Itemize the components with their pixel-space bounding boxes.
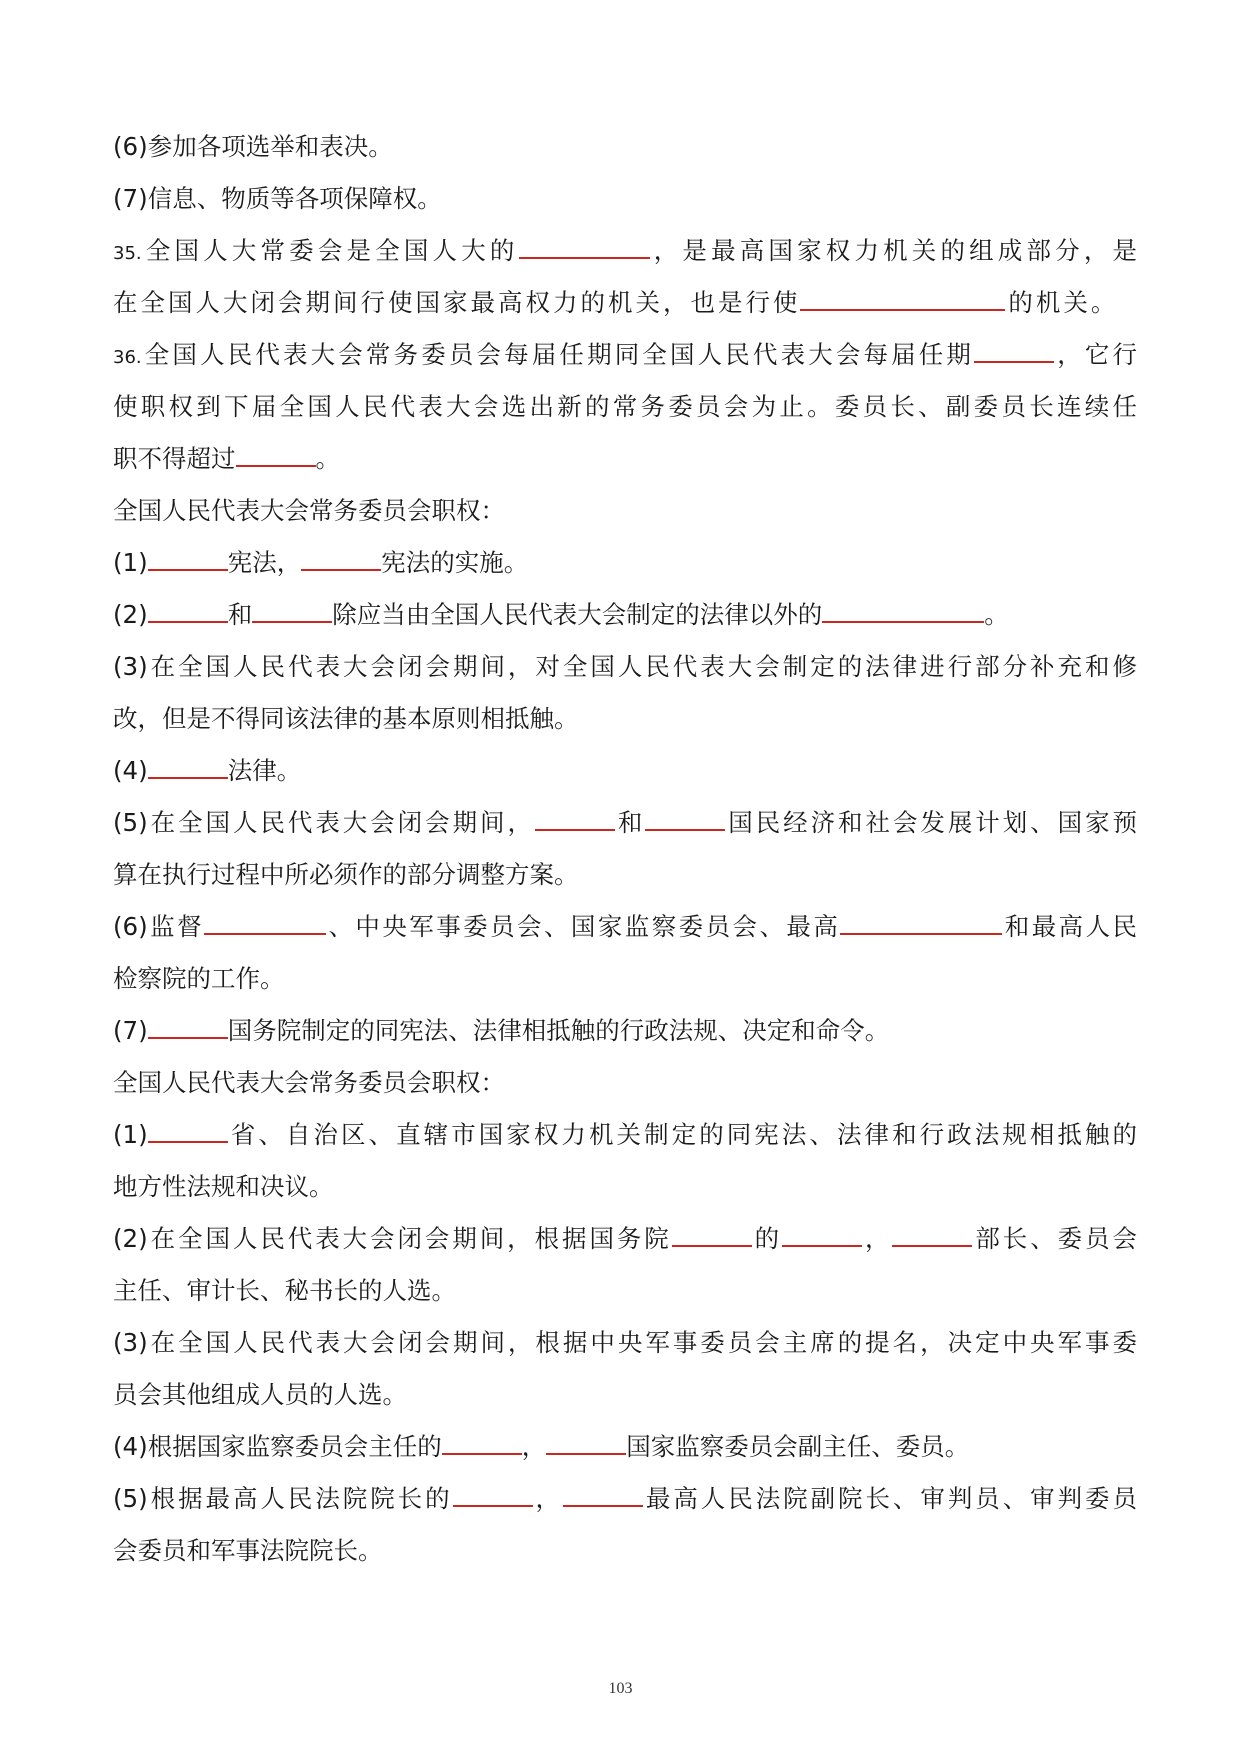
text-line [113, 698, 1137, 750]
fill-blank[interactable] [645, 807, 725, 831]
text-line [113, 1426, 1137, 1478]
text-line [113, 386, 1137, 438]
fill-blank[interactable] [453, 1483, 533, 1507]
text-line [113, 1530, 1137, 1582]
line-text: (4)根据国家监察委员会主任的 [113, 1432, 442, 1461]
fill-blank[interactable] [252, 599, 332, 623]
text-line [113, 646, 1137, 698]
fill-blank[interactable] [301, 547, 381, 571]
line-text: 的 [751, 1224, 783, 1253]
line-text: (7) [113, 1016, 148, 1045]
line-text: (5)在全国人民代表大会闭会期间， [113, 808, 535, 837]
text-line [113, 1322, 1137, 1374]
fill-blank[interactable] [148, 547, 228, 571]
line-text: 部长、委员会 [972, 1224, 1138, 1253]
text-line [113, 1166, 1137, 1218]
line-text: 主任、审计长、秘书长的人选。 [113, 1276, 456, 1305]
line-text: 宪法的实施。 [381, 548, 529, 577]
text-line [113, 1114, 1137, 1166]
fill-blank[interactable] [800, 287, 1005, 311]
page-number: 103 [608, 1680, 633, 1697]
line-text: (1) [113, 1120, 148, 1149]
line-text: 全国人民代表大会常务委员会职权： [113, 496, 505, 525]
line-text: 会委员和军事法院院长。 [113, 1536, 383, 1565]
text-line [113, 178, 1137, 230]
line-text: ， [521, 1432, 547, 1461]
line-text: 国家监察委员会副主任、委员。 [626, 1432, 970, 1461]
text-line [113, 802, 1137, 854]
text-line [113, 438, 1137, 490]
line-text: (1) [113, 548, 148, 577]
line-text: (6)监督 [113, 912, 205, 941]
line-text: 除应当由全国人民代表大会制定的法律以外的 [332, 600, 823, 629]
document-body [113, 126, 1137, 1582]
line-text: 、中央军事委员会、国家监察委员会、最高 [326, 912, 841, 941]
fill-blank[interactable] [535, 807, 615, 831]
text-line [113, 1270, 1137, 1322]
section-heading [113, 490, 1137, 542]
line-text: 。 [984, 600, 1009, 629]
line-text: ， [532, 1484, 563, 1513]
text-line [113, 542, 1137, 594]
text-line [113, 750, 1137, 802]
line-text: (4) [113, 756, 148, 785]
fill-blank[interactable] [782, 1223, 862, 1247]
text-line [113, 906, 1137, 958]
fill-blank[interactable] [672, 1223, 752, 1247]
line-text: 检察院的工作。 [113, 964, 285, 993]
fill-blank[interactable] [148, 599, 228, 623]
fill-blank[interactable] [442, 1431, 522, 1455]
fill-blank[interactable] [563, 1483, 643, 1507]
text-line [113, 594, 1137, 646]
text-line [113, 126, 1137, 178]
text-line [113, 854, 1137, 906]
line-text: 全国人民代表大会常务委员会职权： [113, 1068, 505, 1097]
line-text: 国务院制定的同宪法、法律相抵触的行政法规、决定和命令。 [227, 1016, 890, 1045]
line-text: (7)信息、物质等各项保障权。 [113, 184, 442, 213]
line-text: (3)在全国人民代表大会闭会期间，根据中央军事委员会主席的提名，决定中央军事委 [113, 1328, 1137, 1357]
question-35 [113, 230, 1137, 282]
line-text: 国民经济和社会发展计划、国家预 [725, 808, 1138, 837]
line-text: (2) [113, 600, 148, 629]
line-text: 和 [227, 600, 253, 629]
text-line [113, 1374, 1137, 1426]
question-36 [113, 334, 1137, 386]
line-text: 职不得超过 [113, 444, 236, 473]
fill-blank[interactable] [236, 443, 316, 467]
fill-blank[interactable] [148, 1015, 228, 1039]
line-text: (5)根据最高人民法院院长的 [113, 1484, 453, 1513]
line-text: 和最高人民 [1002, 912, 1138, 941]
line-text: ，是最高国家权力机关的组成部分，是 [649, 236, 1137, 265]
line-text: 算在执行过程中所必须作的部分调整方案。 [113, 860, 579, 889]
line-text: (3)在全国人民代表大会闭会期间，对全国人民代表大会制定的法律进行部分补充和修 [113, 652, 1137, 681]
line-text: 和 [614, 808, 646, 837]
text-line [113, 282, 1137, 334]
question-number: 35. [113, 243, 142, 264]
text-line [113, 958, 1137, 1010]
line-text: (2)在全国人民代表大会闭会期间，根据国务院 [113, 1224, 672, 1253]
line-text: 在全国人大闭会期间行使国家最高权力的机关，也是行使 [113, 288, 801, 317]
fill-blank[interactable] [822, 599, 984, 623]
line-text: 法律。 [227, 756, 302, 785]
fill-blank[interactable] [204, 911, 326, 935]
line-text: 省、自治区、直辖市国家权力机关制定的同宪法、法律和行政法规相抵触的 [227, 1120, 1137, 1149]
fill-blank[interactable] [148, 755, 228, 779]
fill-blank[interactable] [546, 1431, 626, 1455]
line-text: ，它行 [1054, 340, 1138, 369]
fill-blank[interactable] [840, 911, 1002, 935]
line-text: 全国人民代表大会常务委员会每届任期同全国人民代表大会每届任期 [141, 340, 975, 369]
line-text: 宪法， [227, 548, 302, 577]
line-text: 。 [315, 444, 340, 473]
line-text: 地方性法规和决议。 [113, 1172, 334, 1201]
line-text: 最高人民法院副院长、审判员、审判委员 [642, 1484, 1138, 1513]
line-text: (6)参加各项选举和表决。 [113, 132, 393, 161]
fill-blank[interactable] [148, 1119, 228, 1143]
fill-blank[interactable] [974, 339, 1054, 363]
section-heading [113, 1062, 1137, 1114]
fill-blank[interactable] [892, 1223, 972, 1247]
text-line [113, 1010, 1137, 1062]
fill-blank[interactable] [519, 235, 650, 259]
line-text: 使职权到下届全国人民代表大会选出新的常务委员会为止。委员长、副委员长连续任 [113, 392, 1137, 421]
line-text: 全国人大常委会是全国人大的 [141, 236, 519, 265]
text-line [113, 1478, 1137, 1530]
question-number: 36. [113, 347, 142, 368]
text-line [113, 1218, 1137, 1270]
line-text: 改，但是不得同该法律的基本原则相抵触。 [113, 704, 579, 733]
line-text: ， [862, 1224, 893, 1253]
line-text: 员会其他组成人员的人选。 [113, 1380, 407, 1409]
line-text: 的机关。 [1005, 288, 1119, 317]
